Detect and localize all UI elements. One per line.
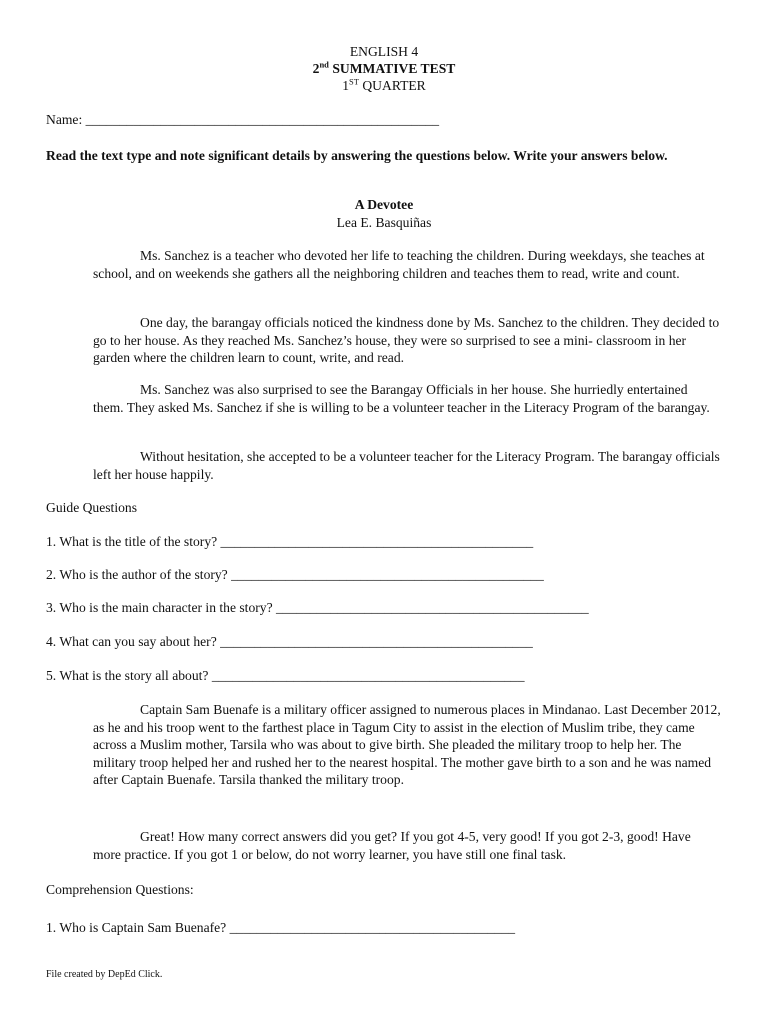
feedback-paragraph-text: Great! How many correct answers did you get? If you got 4-5, very good! If you got 2-3, good! Have more practice. If you got 1 or below, do not worry learner, you have still one final task. [93, 829, 691, 862]
story-paragraph [93, 247, 721, 282]
quarter-rest: QUARTER [358, 78, 426, 93]
story-paragraph [93, 448, 721, 483]
quarter-suffix: ST [349, 76, 359, 87]
test-title [0, 60, 768, 78]
subject-heading: ENGLISH 4 [349, 44, 419, 59]
guide-questions-heading: Guide Questions [46, 500, 137, 515]
comprehension-heading: Comprehension Questions: [46, 882, 194, 897]
name-field[interactable] [46, 111, 439, 129]
quarter-number: 1 [342, 78, 350, 93]
guide-question-5[interactable]: 5. What is the story all about? ______________________________________________ [46, 668, 525, 683]
guide-question-1[interactable]: 1. What is the title of the story? ______________________________________________ [46, 534, 534, 549]
feedback-paragraph [93, 828, 721, 863]
test-ordinal-number: 2 [312, 61, 320, 76]
story2-paragraph-text: Captain Sam Buenafe is a military officer assigned to numerous places in Mindanao. Last December 2012, as he and his troop went to the farthest place in Tagum City to assist in the election of Muslim tribe, they came across a Muslim mother, Tarsila who was about to give birth. She pleaded the military troop to help her. The military troop helped her and rushed her to the nearest hospital. The mother gave birth to a son and he was named after Captain Buenafe. Tarsila thanked the military troop. [93, 702, 721, 787]
story-paragraph-text: Ms. Sanchez was also surprised to see the Barangay Officials in her house. She hurriedly entertained them. They asked Ms. Sanchez if she is willing to be a volunteer teacher in the Literacy Program of the barangay. [93, 382, 710, 415]
quarter-heading [0, 77, 768, 95]
guide-question-4[interactable]: 4. What can you say about her? ______________________________________________ [46, 634, 533, 649]
story-paragraph-text: Ms. Sanchez is a teacher who devoted her life to teaching the children. During weekdays, she teaches at school, and on weekends she gathers all the neighboring children and teaches them to read, write and count. [93, 248, 705, 281]
story-paragraph [93, 381, 721, 416]
name-blank[interactable]: ____________________________________________________ [85, 112, 440, 127]
name-label: Name: [46, 112, 86, 127]
story2-paragraph [93, 701, 721, 789]
story-paragraph [93, 314, 721, 367]
footer-credit: File created by DepEd Click. [46, 969, 163, 980]
story-title: A Devotee [354, 197, 414, 212]
guide-question-3[interactable]: 3. Who is the main character in the story? ______________________________________________ [46, 600, 589, 615]
guide-question-2[interactable]: 2. Who is the author of the story? ______________________________________________ [46, 567, 544, 582]
story-author: Lea E. Basquiñas [336, 215, 432, 230]
comprehension-question-1[interactable]: 1. Who is Captain Sam Buenafe? __________________________________________ [46, 920, 516, 935]
story-paragraph-text: One day, the barangay officials noticed the kindness done by Ms. Sanchez to the children. They decided to go to her house. As they reached Ms. Sanchez’s house, they were so surprised to see a mini- classroom in her garden where the children learn to count, write, and read. [93, 315, 720, 365]
test-ordinal-suffix: nd [319, 59, 329, 70]
instructions: Read the text type and note significant details by answering the questions below. Write your answers below. [46, 148, 668, 163]
test-title-rest: SUMMATIVE TEST [328, 61, 456, 76]
story-paragraph-text: Without hesitation, she accepted to be a volunteer teacher for the Literacy Program. The barangay officials left her house happily. [93, 449, 720, 482]
